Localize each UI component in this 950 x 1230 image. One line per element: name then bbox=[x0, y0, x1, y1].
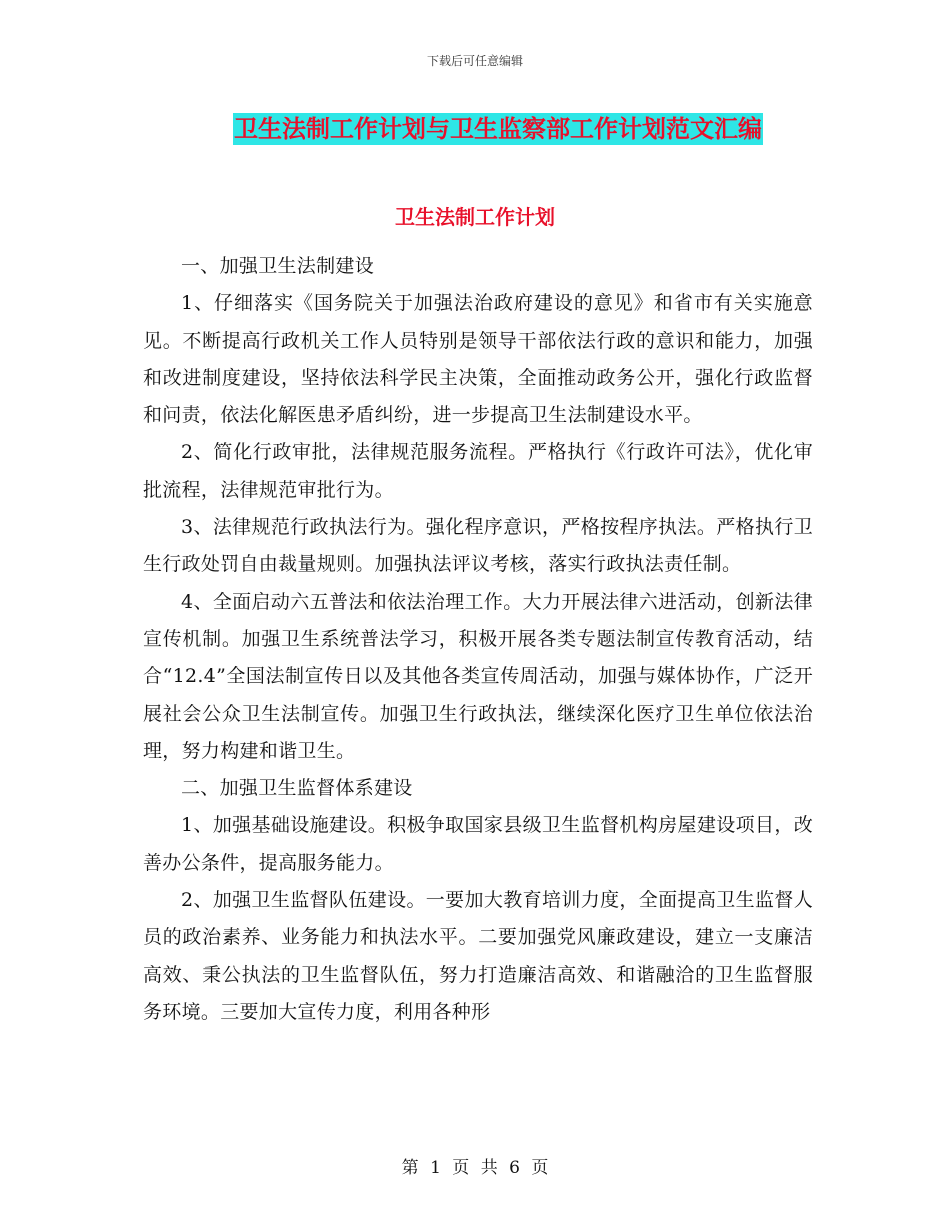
heading-paragraph: 一、加强卫生法制建设 bbox=[181, 255, 375, 277]
body-paragraph: 3、法律规范行政执法行为。强化程序意识，严格按程序执法。严格执行卫生行政处罚自由裁量规则。加强执法评议考核，落实行政执法责任制。 bbox=[143, 516, 813, 576]
page-number: 第 1 页 共 6 页 bbox=[401, 1158, 549, 1178]
document-body bbox=[143, 248, 813, 1031]
section-title: 卫生法制工作计划 bbox=[395, 205, 555, 229]
body-paragraph: 4、全面启动六五普法和依法治理工作。大力开展法律六进活动，创新法律宣传机制。加强卫生系统普法学习，积极开展各类专题法制宣传教育活动，结合“12.4”全国法制宣传日以及其他各类宣传周活动，加强与媒体协作，广泛开展社会公众卫生法制宣传。加强卫生行政执法，继续深化医疗卫生单位依法治理，努力构建和谐卫生。 bbox=[143, 590, 813, 762]
document-title: 卫生法制工作计划与卫生监察部工作计划范文汇编 bbox=[234, 115, 762, 143]
body-paragraph: 2、加强卫生监督队伍建设。一要加大教育培训力度，全面提高卫生监督人员的政治素养、业务能力和执法水平。二要加强党风廉政建设，建立一支廉洁高效、秉公执法的卫生监督队伍，努力打造廉洁高效、和谐融洽的卫生监督服务环境。三要加大宣传力度，利用各种形 bbox=[143, 889, 813, 1023]
page-header-note: 下载后可任意编辑 bbox=[426, 54, 523, 68]
body-paragraph: 1、加强基础设施建设。积极争取国家县级卫生监督机构房屋建设项目，改善办公条件，提高服务能力。 bbox=[143, 814, 813, 874]
body-paragraph: 1、仔细落实《国务院关于加强法治政府建设的意见》和省市有关实施意见。不断提高行政机关工作人员特别是领导干部依法行政的意识和能力，加强和改进制度建设，坚持依法科学民主决策，全面推动政务公开，强化行政监督和问责，依法化解医患矛盾纠纷，进一步提高卫生法制建设水平。 bbox=[143, 292, 813, 427]
body-paragraph: 2、简化行政审批，法律规范服务流程。严格执行《行政许可法》，优化审批流程，法律规范审批行为。 bbox=[143, 441, 813, 501]
document-title-container bbox=[0, 113, 950, 145]
heading-paragraph: 二、加强卫生监督体系建设 bbox=[181, 777, 413, 800]
